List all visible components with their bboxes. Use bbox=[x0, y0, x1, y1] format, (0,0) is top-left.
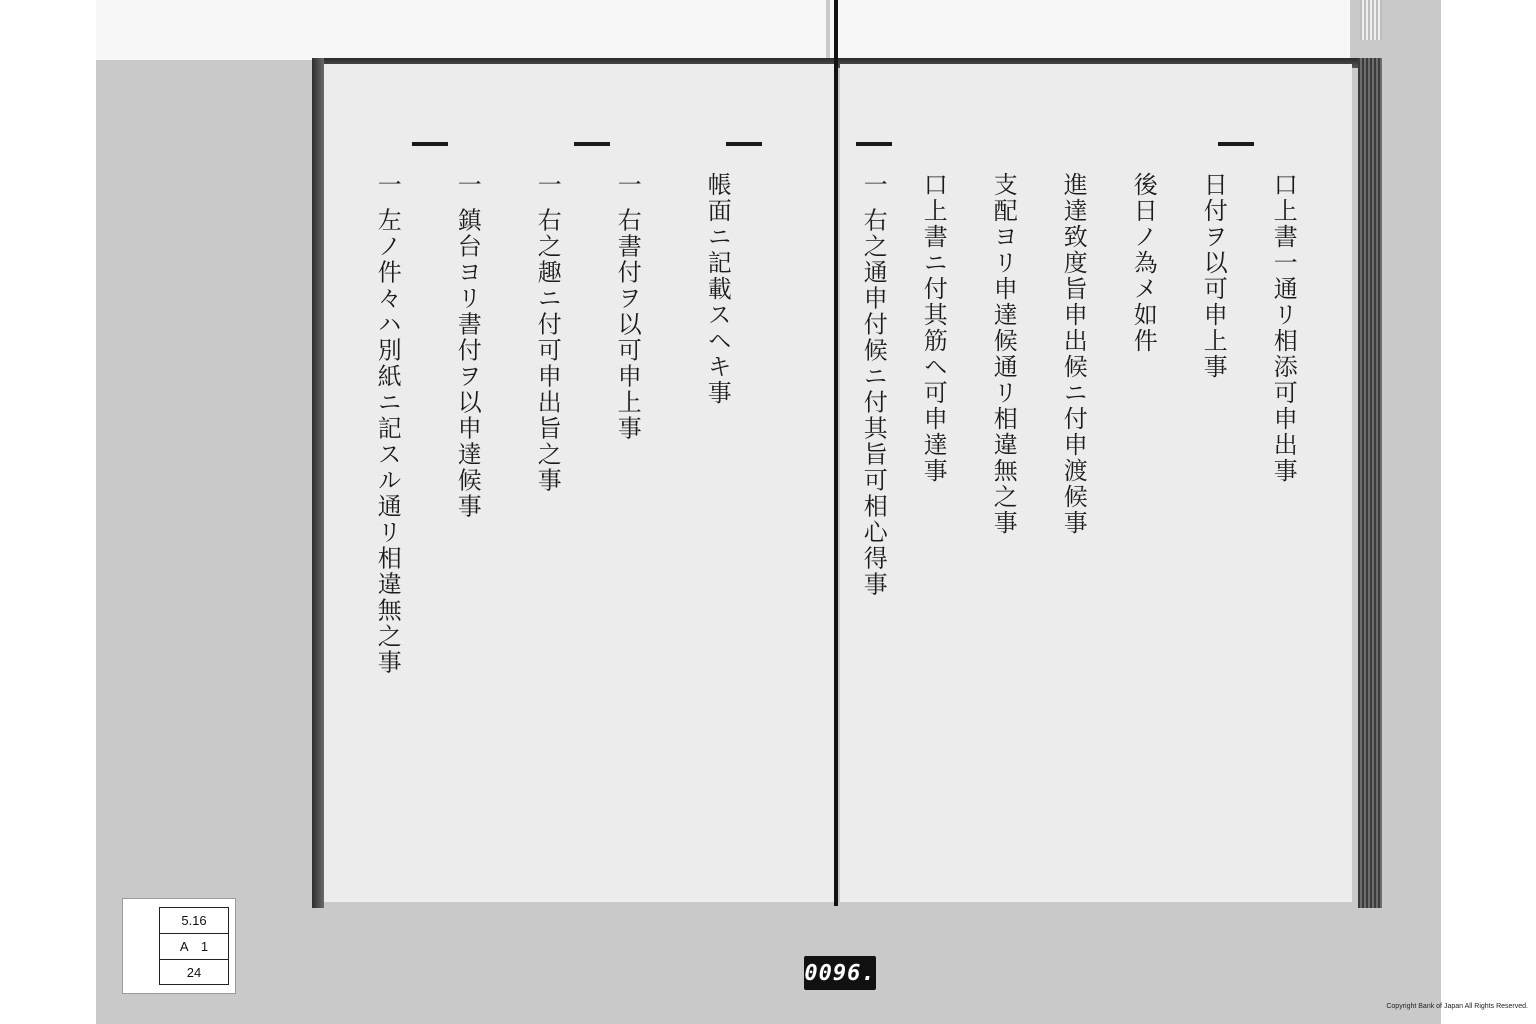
text-column: 後日ノ為メ如件 bbox=[1129, 172, 1158, 354]
text-column: 一 左ノ件々ハ別紙ニ記スル通リ相違無之事 bbox=[373, 172, 402, 676]
item-mark bbox=[574, 142, 610, 146]
text-column: 帳面ニ記載スヘキ事 bbox=[703, 172, 732, 406]
catalog-label-row: A 1 bbox=[160, 934, 228, 960]
frame-number-tag bbox=[804, 956, 876, 990]
text-column: 一 右之通申付候ニ付其旨可相心得事 bbox=[859, 172, 888, 598]
book-gutter bbox=[834, 0, 838, 906]
open-book bbox=[312, 58, 1382, 908]
text-column: 口上書ニ付其筋ヘ可申達事 bbox=[919, 172, 948, 484]
item-mark bbox=[726, 142, 762, 146]
text-column: 口上書一通リ相添可申出事 bbox=[1269, 172, 1298, 484]
catalog-label-row: 5.16 bbox=[160, 908, 228, 934]
catalog-label-row: 24 bbox=[186, 965, 202, 980]
text-column: 進達致度旨申出候ニ付申渡候事 bbox=[1059, 172, 1088, 536]
text-column: 日付ヲ以可申上事 bbox=[1199, 172, 1228, 380]
left-page bbox=[324, 64, 836, 902]
book-right-edge bbox=[1358, 58, 1382, 908]
book-left-edge bbox=[312, 58, 324, 908]
page-top-right bbox=[830, 0, 1350, 60]
text-column: 支配ヨリ申達候通リ相違無之事 bbox=[989, 172, 1018, 536]
text-column: 一 鎮台ヨリ書付ヲ以申達候事 bbox=[453, 172, 482, 520]
copyright-notice: Copyright Bank of Japan All Rights Reserved. bbox=[1386, 1003, 1528, 1010]
item-mark bbox=[412, 142, 448, 146]
catalog-label bbox=[122, 898, 236, 994]
text-column: 一 右書付ヲ以可申上事 bbox=[613, 172, 642, 442]
item-mark bbox=[856, 142, 892, 146]
page-top-left bbox=[96, 0, 826, 60]
frame-number: 0096. bbox=[804, 960, 876, 986]
text-column: 一 右之趣ニ付可申出旨之事 bbox=[533, 172, 562, 494]
catalog-label-table bbox=[159, 907, 229, 985]
page-edge-strip bbox=[1360, 0, 1382, 40]
right-page bbox=[840, 64, 1352, 902]
item-mark bbox=[1218, 142, 1254, 146]
